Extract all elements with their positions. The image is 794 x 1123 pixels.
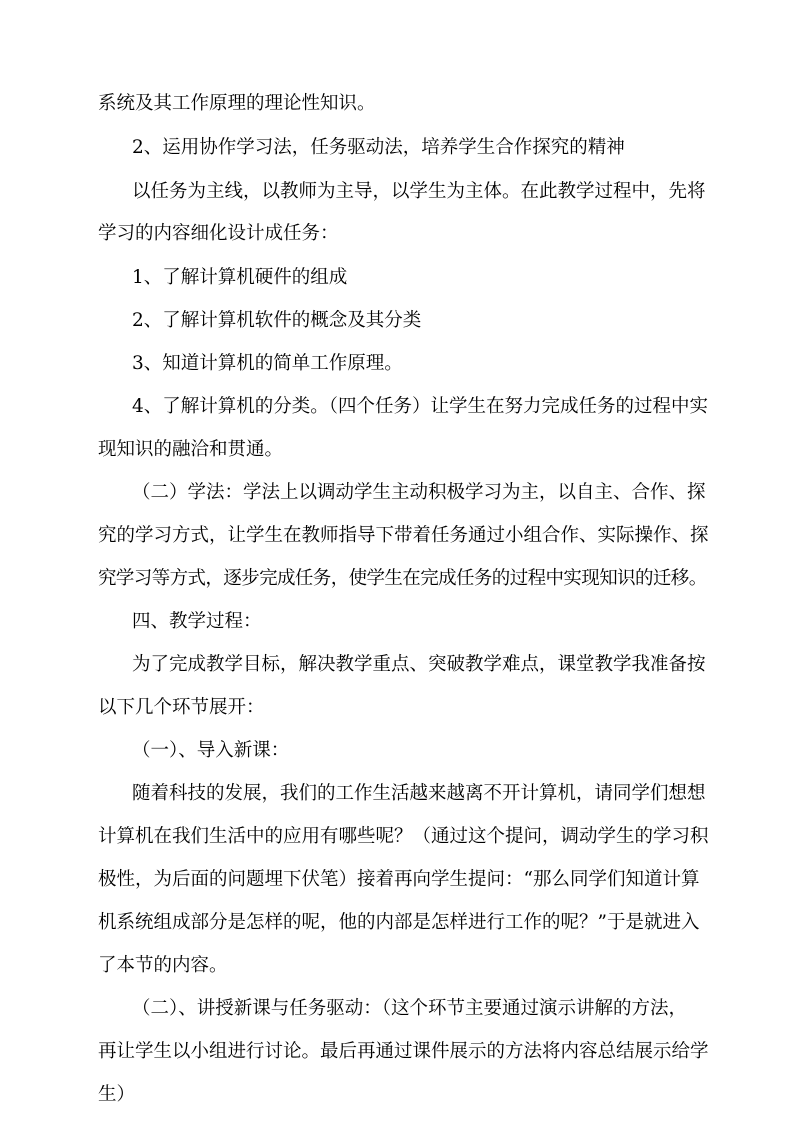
text-line: 生） — [98, 1084, 136, 1105]
section-heading: 四、教学过程： — [132, 611, 262, 632]
text-line: 为了完成教学目标，解决教学重点、突破教学难点，课堂教学我准备按 — [132, 654, 706, 675]
text-line: 以下几个环节展开： — [98, 697, 265, 718]
text-line: 学习的内容细化设计成任务： — [98, 223, 339, 244]
subsection-heading: （一）、导入新课： — [132, 740, 290, 761]
text-line: 了本节的内容。 — [98, 955, 228, 976]
text-line: 计算机在我们生活中的应用有哪些呢？（通过这个提问，调动学生的学习积 — [98, 826, 709, 847]
text-line: 再让学生以小组进行讨论。最后再通过课件展示的方法将内容总结展示给学 — [98, 1041, 709, 1062]
task-item-4: 4、了解计算机的分类。（四个任务）让学生在努力完成任务的过程中实 — [132, 396, 709, 417]
task-item-3: 3、知道计算机的简单工作原理。 — [132, 353, 403, 374]
text-line: 机系统组成部分是怎样的呢，他的内部是怎样进行工作的呢？”于是就进入 — [98, 912, 700, 933]
task-item-1: 1、了解计算机硬件的组成 — [132, 267, 348, 288]
subsection-heading: （二）、讲授新课与任务驱动：（这个环节主要通过演示讲解的方法， — [132, 998, 688, 1019]
text-line: 随着科技的发展，我们的工作生活越来越离不开计算机，请同学们想想 — [132, 783, 706, 804]
text-line: 以任务为主线，以教师为主导，以学生为主体。在此教学过程中，先将 — [132, 181, 706, 202]
text-line: 现知识的融洽和贯通。 — [98, 439, 284, 460]
task-item-2: 2、了解计算机软件的概念及其分类 — [132, 310, 422, 331]
text-line: 究的学习方式，让学生在教师指导下带着任务通过小组合作、实际操作、探 — [98, 525, 709, 546]
text-line: 2、运用协作学习法，任务驱动法，培养学生合作探究的精神 — [132, 137, 625, 158]
text-line: 系统及其工作原理的理论性知识。 — [98, 93, 376, 114]
text-line: （二）学法：学法上以调动学生主动积极学习为主，以自主、合作、探 — [132, 482, 706, 503]
text-line: 极性，为后面的问题埋下伏笔）接着再向学生提问：“那么同学们知道计算 — [98, 869, 700, 890]
text-line: 究学习等方式，逐步完成任务，使学生在完成任务的过程中实现知识的迁移。 — [98, 568, 707, 589]
